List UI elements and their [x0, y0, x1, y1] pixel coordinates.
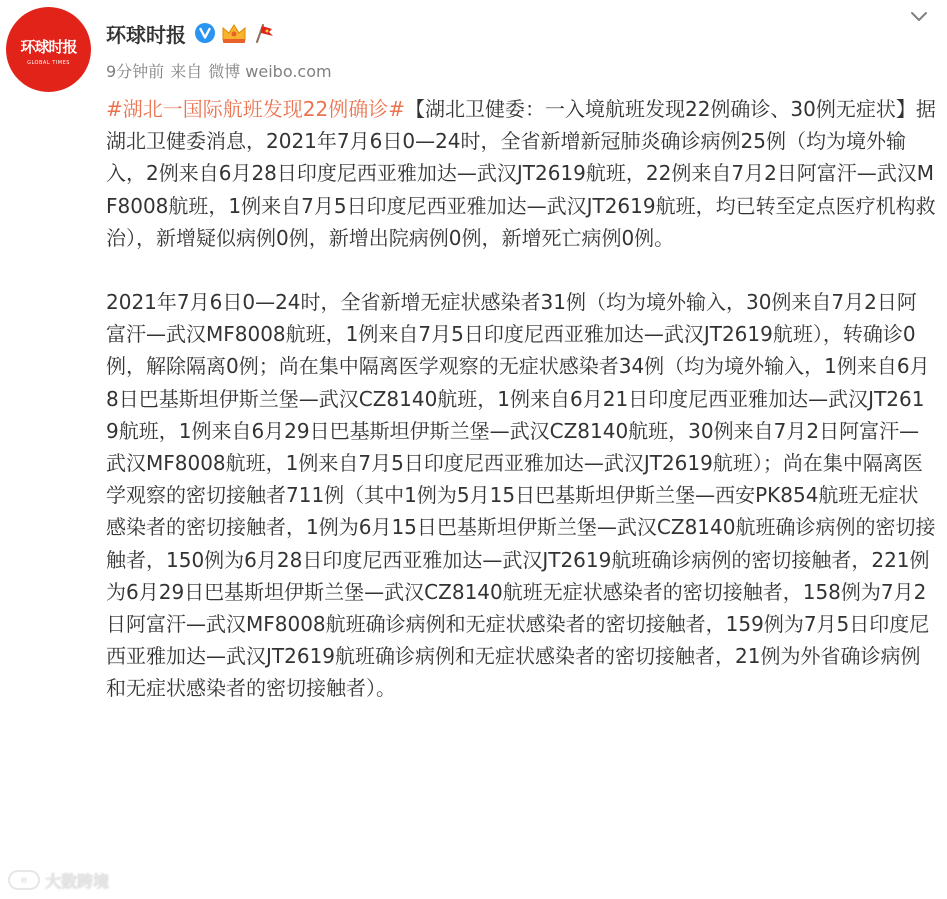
chevron-down-icon[interactable]	[908, 9, 930, 25]
avatar-logo-text: 环球时报	[20, 37, 77, 56]
verified-v-icon[interactable]	[195, 23, 215, 43]
watermark-text: 大数跨境	[45, 871, 110, 891]
watermark-logo-icon: e	[8, 870, 40, 890]
post-meta	[106, 59, 332, 82]
author-avatar[interactable]	[6, 7, 91, 92]
author-name[interactable]: 环球时报	[106, 22, 186, 47]
flag-icon[interactable]	[252, 21, 276, 45]
post-header	[106, 18, 276, 48]
post-content	[106, 93, 936, 705]
post-source[interactable]: 微博 weibo.com	[208, 62, 332, 81]
source-prefix: 来自	[170, 62, 203, 81]
post-paragraph	[106, 286, 936, 705]
post-time[interactable]: 9分钟前	[106, 62, 165, 81]
paragraph-text: 【湖北卫健委：一入境航班发现22例确诊、30例无症状】据湖北卫健委消息，2021年7月6日0—24时，全省新增新冠肺炎确诊病例25例（均为境外输入，2例来自6月28日印度尼西亚雅加达—武汉JT2619航班，22例来自7月2日阿富汗—武汉MF8008航班，1例来自7月5日印度尼西亚雅加达—武汉JT2619航班，均已转至定点医疗机构救治），新增疑似病例0例，新增出院病例0例，新增死亡病例0例。	[106, 97, 936, 250]
paragraph-text: 2021年7月6日0—24时，全省新增无症状感染者31例（均为境外输入，30例来自7月2日阿富汗—武汉MF8008航班，1例来自7月5日印度尼西亚雅加达—武汉JT2619航班），转确诊0例，解除隔离0例；尚在集中隔离医学观察的无症状感染者34例（均为境外输入，1例来自6月8日巴基斯坦伊斯兰堡—武汉CZ8140航班，1例来自6月21日印度尼西亚雅加达—武汉JT2619航班，1例来自6月29日巴基斯坦伊斯兰堡—武汉CZ8140航班，30例来自7月2日阿富汗—武汉MF8008航班，1例来自7月5日印度尼西亚雅加达—武汉JT2619航班）；尚在集中隔离医学观察的密切接触者711例（其中1例为5月15日巴基斯坦伊斯兰堡—西安PK854航班无症状感染者的密切接触者，1例为6月15日巴基斯坦伊斯兰堡—武汉CZ8140航班确诊病例的密切接触者，150例为6月28日印度尼西亚雅加达—武汉JT2619航班确诊病例的密切接触者，221例为6月29日巴基斯坦伊斯兰堡—武汉CZ8140航班无症状感染者的密切接触者，158例为7月2日阿富汗—武汉MF8008航班确诊病例和无症状感染者的密切接触者，159例为7月5日印度尼西亚雅加达—武汉JT2619航班确诊病例和无症状感染者的密切接触者，21例为外省确诊病例和无症状感染者的密切接触者）。	[106, 290, 936, 701]
watermark	[8, 868, 109, 892]
crown-icon[interactable]	[220, 21, 248, 45]
avatar-logo-subtext: GLOBAL TIMES	[27, 59, 70, 66]
topic-link[interactable]: #湖北一国际航班发现22例确诊#	[106, 97, 405, 121]
post-paragraph	[106, 93, 936, 254]
